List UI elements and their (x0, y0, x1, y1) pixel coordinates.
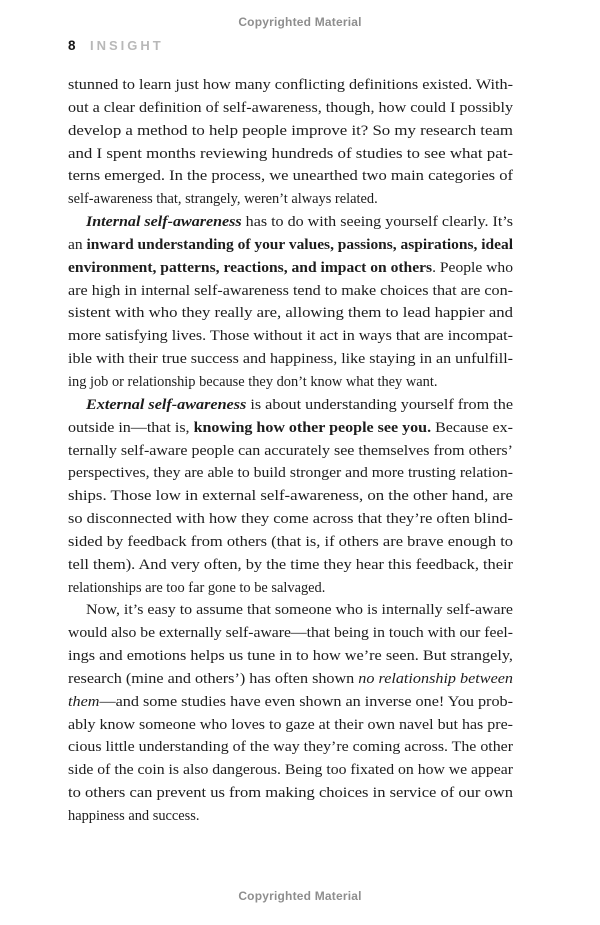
text-segment: has to do with seeing yourself clearly. It’s (241, 214, 514, 231)
text-segment: outside in—that is, (68, 419, 194, 436)
text-line (68, 782, 513, 805)
text-segment: sided by feedback from others (that is, if others are brave enough to (68, 533, 513, 550)
text-segment: out a clear definition of self-awareness, though, how could I possibly (68, 99, 513, 116)
text-segment: tell them). And very often, by the time they hear this feedback, their (68, 556, 513, 573)
text-line (68, 97, 513, 120)
text-segment: are high in internal self-awareness tend to make choices that are con- (68, 282, 513, 299)
text-segment: them (68, 693, 100, 710)
text-line (68, 302, 513, 325)
text-line-content (86, 211, 513, 234)
text-line-content (68, 759, 513, 782)
text-line (68, 668, 513, 691)
text-line-content (68, 714, 513, 737)
text-line-content (68, 74, 513, 97)
text-segment: and I spent months reviewing hundreds of studies to see what pat- (68, 145, 513, 162)
text-line (68, 211, 513, 234)
text-line (68, 143, 513, 166)
text-segment: ably know someone who loves to gaze at their own navel but has pre- (68, 716, 513, 733)
text-segment: ternally self-aware people can accurately see themselves from others’ (68, 442, 513, 459)
text-segment: —and some studies have even shown an inverse one! You prob- (99, 693, 513, 710)
text-segment: ings and emotions helps us tune in to how we’re seen. But strangely, (68, 648, 513, 665)
book-title: INSIGHT (89, 38, 164, 53)
text-segment: cious little understanding of the way they’re coming across. The other (68, 739, 513, 756)
text-segment: ing job or relationship because they don’t know what they want. (68, 373, 438, 390)
text-line-content (68, 668, 513, 691)
paragraph (68, 211, 513, 394)
text-line-content (68, 782, 513, 805)
text-line (68, 417, 513, 440)
text-line-content (68, 691, 513, 714)
text-line (68, 485, 513, 508)
text-line-content (68, 508, 513, 531)
text-line-content (86, 599, 513, 622)
text-segment: is about understanding yourself from the (246, 396, 514, 413)
paragraph (68, 74, 513, 211)
text-segment: knowing how other people see you. (193, 419, 432, 436)
text-line-content (68, 554, 513, 577)
text-segment: more satisfying lives. Those without it act in ways that are incompat- (68, 328, 513, 345)
text-line-content (68, 97, 513, 120)
text-line-content (68, 485, 513, 508)
text-line-content (68, 440, 513, 463)
text-line (68, 371, 513, 394)
text-segment: Now, it’s easy to assume that someone who is internally self-aware (86, 602, 513, 619)
paragraph (68, 394, 513, 600)
text-line (68, 462, 513, 485)
text-line-content (68, 302, 513, 325)
text-segment: environment, patterns, reactions, and impact on others (68, 259, 433, 276)
text-segment: sistent with who they really are, allowing them to lead happier and (68, 305, 513, 322)
text-segment: . People who (432, 259, 513, 276)
text-line (68, 645, 513, 668)
text-line (68, 394, 513, 417)
text-line (68, 554, 513, 577)
text-segment: perspectives, they are able to build stronger and more trusting relation- (68, 465, 513, 482)
page-number: 8 (68, 38, 76, 53)
text-line-content (68, 143, 513, 166)
text-segment: develop a method to help people improve it? So my research team (68, 122, 513, 139)
text-line-content (68, 805, 199, 828)
text-line-content (68, 348, 513, 371)
text-segment: External self-awareness (86, 396, 247, 413)
text-line (68, 348, 513, 371)
page-header (68, 37, 164, 55)
copyright-notice-bottom: Copyrighted Material (238, 889, 362, 903)
text-line-content (68, 257, 513, 280)
text-line (68, 325, 513, 348)
text-line-content (68, 736, 513, 759)
text-segment: Because ex- (431, 419, 513, 436)
text-line (68, 188, 513, 211)
text-line (68, 805, 513, 828)
text-segment: to others can prevent us from making choices in service of our own (68, 785, 513, 802)
text-segment: self-awareness that, strangely, weren’t always related. (68, 191, 378, 208)
text-line-content (68, 371, 437, 394)
text-line (68, 280, 513, 303)
text-segment: side of the coin is also dangerous. Being too fixated on how we appear (68, 762, 513, 779)
text-line (68, 120, 513, 143)
text-line (68, 759, 513, 782)
text-line-content (86, 394, 513, 417)
text-line-content (68, 622, 513, 645)
text-segment: no relationship between (358, 670, 513, 687)
text-line (68, 714, 513, 737)
text-line (68, 234, 513, 257)
text-line-content (68, 645, 513, 668)
text-line-content (68, 577, 325, 600)
text-segment: would also be externally self-aware—that being in touch with our feel- (68, 625, 513, 642)
text-segment: ible with their true success and happiness, like staying in an unfulfill- (68, 351, 513, 368)
text-line-content (68, 325, 513, 348)
text-line-content (68, 120, 513, 143)
text-segment: inward understanding of your values, passions, aspirations, ideal (86, 236, 513, 253)
body-text (68, 74, 513, 828)
text-line-content (68, 417, 513, 440)
text-line (68, 257, 513, 280)
text-line (68, 440, 513, 463)
text-segment: Internal self-awareness (86, 214, 242, 231)
text-segment: happiness and success. (68, 808, 200, 824)
text-line (68, 622, 513, 645)
text-segment: so disconnected with how they come across that they’re often blind- (68, 511, 513, 528)
text-line-content (68, 234, 513, 257)
copyright-notice-top: Copyrighted Material (238, 15, 362, 29)
text-line (68, 165, 513, 188)
text-line (68, 74, 513, 97)
text-line (68, 531, 513, 554)
text-line (68, 599, 513, 622)
text-segment: research (mine and others’) has often shown (68, 670, 359, 687)
text-line-content (68, 165, 513, 188)
text-line (68, 691, 513, 714)
text-segment: stunned to learn just how many conflicting definitions existed. With- (68, 77, 513, 93)
text-line-content (68, 462, 513, 485)
text-line-content (68, 531, 513, 554)
text-segment: an (68, 236, 87, 253)
paragraph (68, 599, 513, 827)
text-line (68, 577, 513, 600)
text-segment: ships. Those low in external self-awareness, on the other hand, are (68, 488, 513, 505)
text-line (68, 508, 513, 531)
text-line-content (68, 280, 513, 303)
text-segment: terns emerged. In the process, we unearthed two main categories of (68, 168, 513, 185)
text-segment: relationships are too far gone to be salvaged. (68, 579, 326, 596)
text-line-content (68, 188, 378, 211)
text-line (68, 736, 513, 759)
